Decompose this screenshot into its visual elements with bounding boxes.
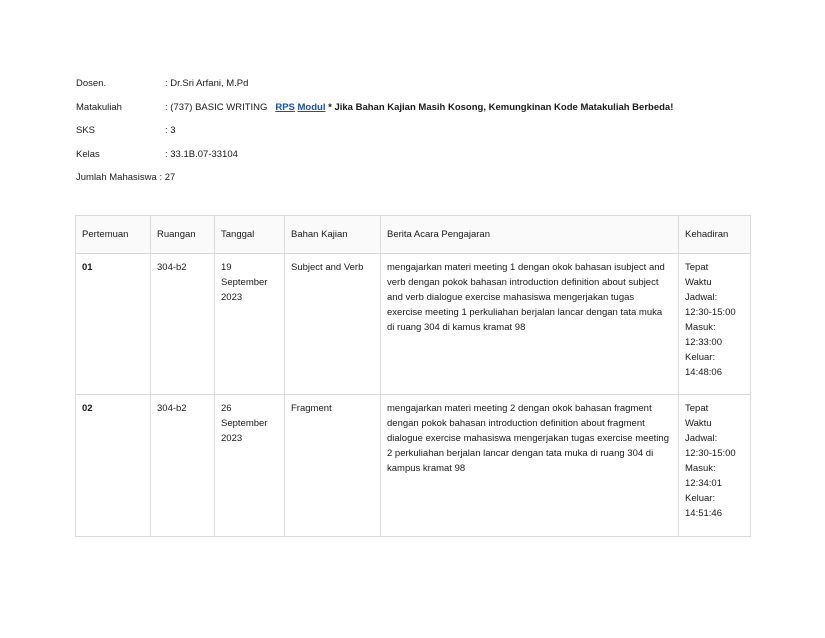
- course-info: [76, 78, 673, 196]
- kehadiran-line: Masuk:: [685, 463, 716, 474]
- jumlah-label: Jumlah Mahasiswa: [76, 172, 157, 183]
- cell-pertemuan: 01: [76, 254, 151, 395]
- table-row: [76, 395, 751, 537]
- matakuliah-label: Matakuliah: [76, 101, 122, 113]
- kelas-row: [76, 149, 673, 173]
- jumlah-value: : 27: [159, 172, 176, 183]
- table-row: [76, 254, 751, 395]
- modul-link[interactable]: Modul: [297, 101, 326, 113]
- sks-row: [76, 125, 673, 149]
- kehadiran-line: Tepat: [685, 403, 709, 414]
- cell-bahan-kajian: Fragment: [285, 395, 381, 537]
- kelas-label: Kelas: [76, 148, 100, 160]
- header-berita-acara: Berita Acara Pengajaran: [381, 216, 679, 254]
- kehadiran-line: 12:30-15:00: [685, 307, 736, 318]
- jumlah-row: [76, 172, 673, 196]
- cell-kehadiran: [679, 395, 751, 537]
- matakuliah-row: [76, 102, 673, 126]
- cell-tanggal: 26 September 2023: [215, 395, 285, 537]
- matakuliah-name: : (737) BASIC WRITING: [165, 101, 268, 113]
- header-tanggal: Tanggal: [215, 216, 285, 254]
- header-kehadiran: Kehadiran: [679, 216, 751, 254]
- cell-berita-acara: mengajarkan materi meeting 2 dengan okok bahasan fragment dengan pokok bahasan introduction definition about fragment dialogue exercise mahasiswa mengerjakan tugas exercise meeting 2 perkuliahan berjalan lancar dengan tata muka di ruang 304 di kampus kramat 98: [381, 395, 679, 537]
- kehadiran-line: Tepat: [685, 262, 709, 273]
- kehadiran-line: 12:33:00: [685, 337, 722, 348]
- cell-pertemuan: 02: [76, 395, 151, 537]
- matakuliah-value: [165, 102, 673, 113]
- kehadiran-line: Keluar:: [685, 493, 716, 504]
- dosen-label: Dosen.: [76, 78, 107, 89]
- cell-bahan-kajian: Subject and Verb: [285, 254, 381, 395]
- rps-link[interactable]: RPS: [275, 101, 295, 113]
- cell-kehadiran: [679, 254, 751, 395]
- matakuliah-note: * Jika Bahan Kajian Masih Kosong, Kemungkinan Kode Matakuliah Berbeda!: [328, 101, 674, 113]
- kehadiran-line: 12:30-15:00: [685, 448, 736, 459]
- kehadiran-line: Masuk:: [685, 322, 716, 333]
- cell-ruangan: 304-b2: [151, 254, 215, 395]
- sks-label: SKS: [76, 125, 96, 136]
- dosen-value: : Dr.Sri Arfani, M.Pd: [165, 78, 249, 89]
- cell-ruangan: 304-b2: [151, 395, 215, 537]
- kehadiran-line: 12:34:01: [685, 478, 722, 489]
- kehadiran-line: 14:51:46: [685, 508, 722, 519]
- kehadiran-line: Waktu: [685, 418, 712, 429]
- kehadiran-line: Waktu: [685, 277, 712, 288]
- attendance-table: [75, 215, 751, 537]
- sks-value: : 3: [165, 125, 176, 136]
- kehadiran-line: Jadwal:: [685, 292, 718, 303]
- header-ruangan: Ruangan: [151, 216, 215, 254]
- cell-berita-acara: mengajarkan materi meeting 1 dengan okok bahasan isubject and verb dengan pokok bahasan introduction definition about subject and verb dialogue exercise mahasiswa mengerjakan tugas exercise meeting 1 perkuliahan berjalan lancar dengan tata muka di ruang 304 di kamus kramat 98: [381, 254, 679, 395]
- table-header-row: [76, 216, 751, 254]
- dosen-row: [76, 78, 673, 102]
- kehadiran-line: 14:48:06: [685, 367, 722, 378]
- kelas-value: : 33.1B.07-33104: [165, 148, 238, 160]
- kehadiran-line: Keluar:: [685, 352, 716, 363]
- header-pertemuan: Pertemuan: [76, 216, 151, 254]
- header-bahan-kajian: Bahan Kajian: [285, 216, 381, 254]
- cell-tanggal: 19 September 2023: [215, 254, 285, 395]
- kehadiran-line: Jadwal:: [685, 433, 718, 444]
